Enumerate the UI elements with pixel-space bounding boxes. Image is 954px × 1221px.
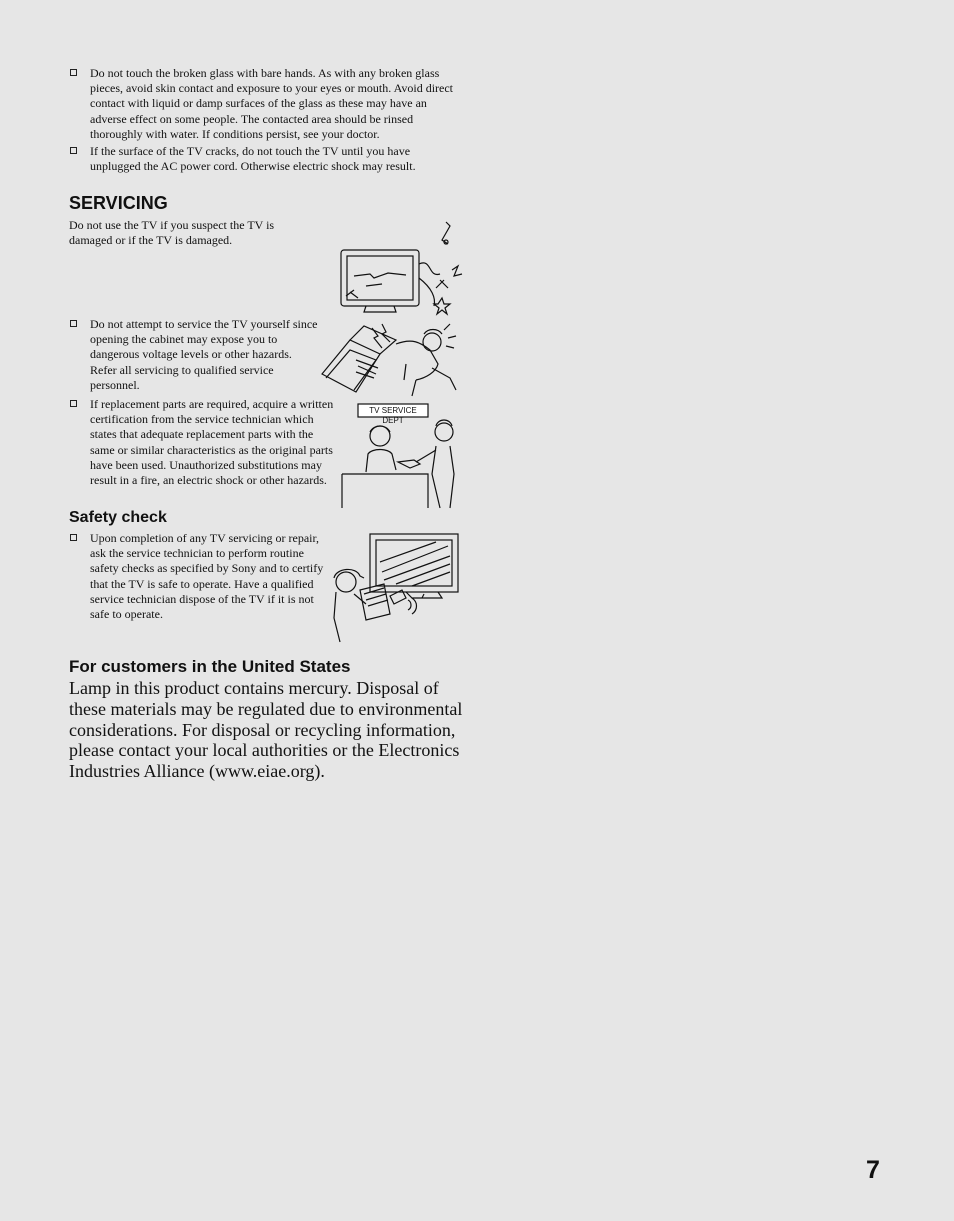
glass-bullet-1 (70, 66, 462, 142)
service-desk-icon (340, 402, 460, 510)
page-number: 7 (866, 1156, 880, 1184)
shock-hazard-icon (320, 320, 462, 398)
servicing-bullet-2-text: If replacement parts are required, acquire a written certification from the service technician which states that adequate replacement parts with the same or similar characteristics as the original parts have been used. Unauthorized substitutions may result in a fire, an electric shock or other hazards. (90, 397, 334, 488)
checkbox-square-icon (70, 534, 77, 541)
broken-tv-icon (336, 218, 464, 316)
servicing-intro: Do not use the TV if you suspect the TV is damaged or if the TV is damaged. (69, 218, 275, 248)
safety-check-bullet (70, 531, 325, 622)
service-sign-label: TV SERVICE DEPT (369, 406, 417, 425)
servicing-bullet-1 (70, 317, 320, 393)
servicing-heading: SERVICING (69, 193, 168, 213)
us-customers-heading: For customers in the United States (69, 657, 351, 676)
glass-bullet-2-text: If the surface of the TV cracks, do not touch the TV until you have unplugged the AC power cord. Otherwise electric shock may result. (90, 144, 416, 174)
checkbox-square-icon (70, 69, 77, 76)
safety-check-heading: Safety check (69, 509, 167, 526)
technician-icon (326, 532, 462, 644)
glass-bullet-2 (70, 144, 462, 174)
checkbox-square-icon (70, 400, 77, 407)
glass-bullet-1-text: Do not touch the broken glass with bare hands. As with any broken glass pieces, avoid skin contact and exposure to your eyes or mouth. Avoid direct contact with liquid or damp surfaces of the glass as these may have an adverse effect on some people. The contacted area should be rinsed thoroughly with water. If conditions persist, see your doctor. (90, 66, 454, 141)
checkbox-square-icon (70, 320, 77, 327)
servicing-bullet-1-text: Do not attempt to service the TV yourself since opening the cabinet may expose you to dangerous voltage levels or other hazards. Refer all servicing to qualified service personnel. (90, 317, 318, 392)
us-customers-body: Lamp in this product contains mercury. Disposal of these materials may be regulated due to environmental considerations. For disposal or recycling information, please contact your local authorities or the Electronics Industries Alliance (www.eiae.org). (69, 678, 463, 782)
servicing-bullet-2 (70, 397, 340, 488)
checkbox-square-icon (70, 147, 77, 154)
safety-check-bullet-text: Upon completion of any TV servicing or repair, ask the service technician to perform routine safety checks as specified by Sony and to certify that the TV is safe to operate. Have a qualified service technician dispose of the TV if it is not safe to operate. (90, 531, 324, 622)
